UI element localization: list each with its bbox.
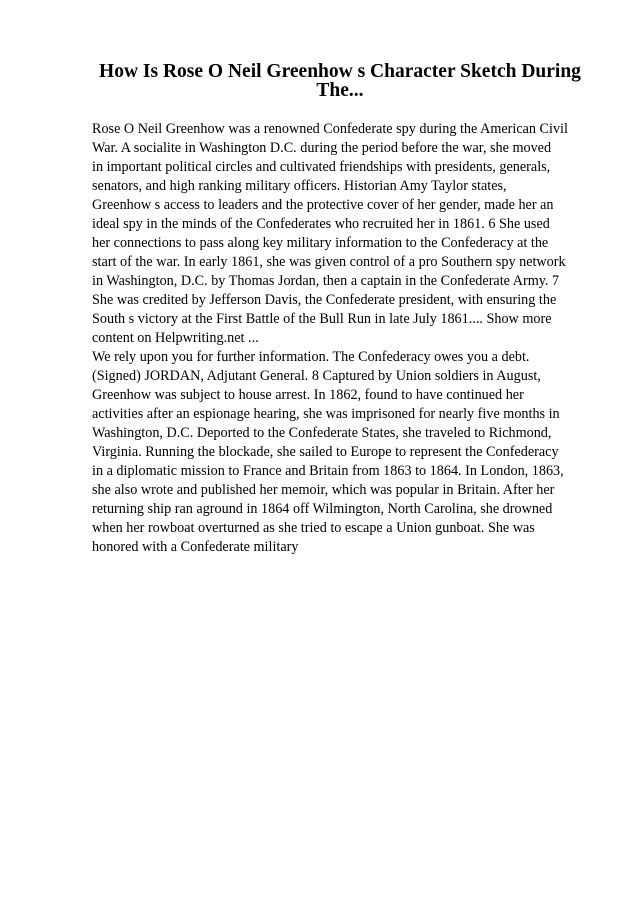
body-line: content on Helpwriting.net ... — [92, 330, 259, 346]
body-line: Virginia. Running the blockade, she sailed to Europe to represent the Confederacy — [92, 444, 559, 460]
body-line: We rely upon you for further information. The Confederacy owes you a debt. — [92, 349, 530, 365]
body-line: in Washington, D.C. by Thomas Jordan, then a captain in the Confederate Army. 7 — [92, 273, 560, 289]
body-line: in important political circles and cultivated friendships with presidents, generals, — [92, 159, 551, 175]
body-line: when her rowboat overturned as she tried to escape a Union gunboat. She was — [92, 520, 535, 536]
document-title — [90, 60, 590, 101]
body-line: start of the war. In early 1861, she was given control of a pro Southern spy network — [92, 254, 566, 270]
body-line: activities after an espionage hearing, she was imprisoned for nearly five months in — [92, 406, 560, 422]
body-line: Rose O Neil Greenhow was a renowned Confederate spy during the American Civil — [92, 121, 568, 137]
body-line: senators, and high ranking military officers. Historian Amy Taylor states, — [92, 178, 507, 194]
body-line: her connections to pass along key military information to the Confederacy at the — [92, 235, 549, 251]
title-line: How Is Rose O Neil Greenhow s Character Sketch During — [99, 61, 581, 82]
body-line: returning ship ran aground in 1864 off Wilmington, North Carolina, she drowned — [92, 501, 553, 517]
document-body — [92, 120, 592, 557]
title-line: The... — [316, 80, 364, 101]
body-line: she also wrote and published her memoir, which was popular in Britain. After her — [92, 482, 555, 498]
body-line: Greenhow was subject to house arrest. In 1862, found to have continued her — [92, 387, 524, 403]
body-line: South s victory at the First Battle of the Bull Run in late July 1861.... Show more — [92, 311, 552, 327]
body-line: (Signed) JORDAN, Adjutant General. 8 Captured by Union soldiers in August, — [92, 368, 541, 384]
body-line: War. A socialite in Washington D.C. during the period before the war, she moved — [92, 140, 552, 156]
body-line: Washington, D.C. Deported to the Confederate States, she traveled to Richmond, — [92, 425, 552, 441]
body-line: Greenhow s access to leaders and the protective cover of her gender, made her an — [92, 197, 554, 213]
body-line: honored with a Confederate military — [92, 539, 299, 555]
body-line: in a diplomatic mission to France and Britain from 1863 to 1864. In London, 1863, — [92, 463, 564, 479]
body-line: She was credited by Jefferson Davis, the Confederate president, with ensuring the — [92, 292, 557, 308]
body-line: ideal spy in the minds of the Confederates who recruited her in 1861. 6 She used — [92, 216, 550, 232]
